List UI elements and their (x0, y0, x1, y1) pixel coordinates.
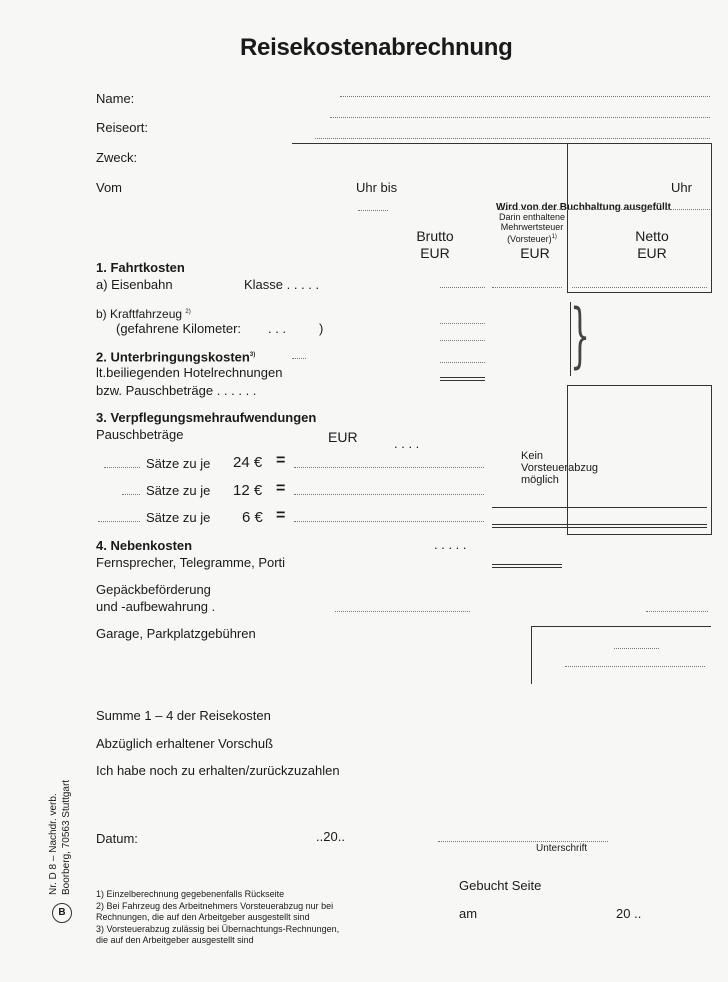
netto-currency: EUR (637, 245, 667, 261)
netto-header: Netto (635, 228, 669, 244)
pausch-verpflegung-label: Pauschbeträge (96, 427, 184, 442)
brutto-header: Brutto (416, 228, 454, 244)
publisher-logo: B (52, 903, 72, 923)
verpflegung-dots: . . . . (394, 436, 420, 451)
unterbringung-brutto-1[interactable] (440, 340, 485, 341)
buchhaltung-note: Wird von der Buchhaltung ausgefüllt (496, 202, 671, 213)
unterbringung-heading: 2. Unterbringungskosten$^{3)}$ (96, 349, 256, 365)
garage-netto-1[interactable] (614, 648, 659, 649)
saetze-label-6: Sätze zu je (146, 510, 211, 525)
gebucht-label: Gebucht Seite (459, 878, 542, 893)
kfz-brutto[interactable] (440, 323, 485, 324)
time-field[interactable] (358, 210, 388, 211)
reiseort-label: Reiseort: (96, 120, 149, 135)
publisher-line-1: Nr. D 8 – Nachdr. verb. (48, 793, 59, 895)
gepaeck-brutto[interactable] (335, 611, 470, 612)
km-close: ) (319, 321, 324, 336)
zweck-label: Zweck: (96, 150, 138, 165)
am-year: 20 .. (616, 906, 642, 921)
verpflegung-rule (492, 507, 707, 508)
kfz-label: b) Kraftfahrzeug $^{2)}$ (96, 307, 191, 321)
am-label: am (459, 906, 478, 921)
unterbringung-total (440, 377, 485, 381)
publisher-line-2: Boorberg, 70563 Stuttgart (61, 779, 72, 895)
verpflegung-heading: 3. Verpflegungsmehraufwendungen (96, 410, 317, 425)
amount-6-field[interactable] (294, 521, 484, 522)
uhr-label: Uhr (671, 180, 692, 195)
km-label: (gefahrene Kilometer: (116, 321, 242, 336)
mwst-label-3: (Vorsteuer)$^{1)}$ (507, 234, 557, 244)
verpflegung-currency: EUR (328, 429, 358, 445)
kein-vorsteuer-1: Kein (521, 450, 544, 462)
mwst-label-1: Darin enthaltene (498, 212, 566, 222)
name-field-line2[interactable] (330, 117, 710, 118)
gepaeck-label-1: Gepäckbeförderung (96, 582, 211, 597)
footnote-3b: die auf den Arbeitgeber ausgestellt sind (96, 935, 254, 945)
pausch-label: bzw. Pauschbeträge . . . . . . (96, 383, 257, 398)
footnote-1: 1) Einzelberechnung gegebenenfalls Rückseite (96, 889, 285, 899)
reiseort-field[interactable] (315, 138, 710, 139)
netto-box (567, 385, 712, 535)
hotel-label: lt.beiliegenden Hotelrechnungen (96, 365, 283, 380)
nebenkosten-dots: . . . . . (434, 537, 467, 552)
equals-12: = (276, 480, 286, 497)
eisenbahn-brutto[interactable] (440, 287, 485, 288)
fernsprecher-label: Fernsprecher, Telegramme, Porti (96, 555, 286, 570)
garage-label: Garage, Parkplatzgebühren (96, 626, 256, 641)
gepaeck-netto[interactable] (646, 611, 708, 612)
brutto-currency: EUR (420, 245, 450, 261)
vom-label: Vom (96, 180, 123, 195)
rate-6: 6 € (242, 509, 263, 526)
saetze-label-12: Sätze zu je (146, 483, 211, 498)
name-field[interactable] (340, 96, 710, 97)
count-12-field[interactable] (122, 494, 140, 495)
kein-vorsteuer-2: Vorsteuerabzug (521, 462, 599, 474)
datum-label: Datum: (96, 831, 138, 846)
footnote-2b: Rechnungen, die auf den Arbeitgeber ausgestellt sind (96, 912, 310, 922)
km-dots[interactable]: . . . (268, 321, 287, 336)
amount-24-field[interactable] (294, 467, 484, 468)
summe-label: Summe 1 – 4 der Reisekosten (96, 708, 271, 723)
garage-netto-2[interactable] (565, 666, 705, 667)
equals-24: = (276, 452, 286, 469)
verpflegung-total (492, 524, 707, 528)
garage-box-left (531, 626, 532, 684)
footnote-2: 2) Bei Fahrzeug des Arbeitnehmers Vorsteuerabzug nur bei (96, 901, 334, 911)
name-label: Name: (96, 91, 135, 106)
unterschrift-label: Unterschrift (536, 843, 588, 854)
fahrtkosten-heading: 1. Fahrtkosten (96, 260, 185, 275)
saetze-label-24: Sätze zu je (146, 456, 211, 471)
brace-glyph: } (570, 294, 591, 376)
unterbringung-dot (292, 358, 306, 359)
amount-12-field[interactable] (294, 494, 484, 495)
datum-year: ..20.. (316, 829, 345, 844)
zahlen-label: Ich habe noch zu erhalten/zurückzuzahlen (96, 763, 340, 778)
signature-line[interactable] (438, 841, 608, 842)
eisenbahn-netto[interactable] (572, 287, 707, 288)
mwst-currency: EUR (520, 245, 550, 261)
klasse-label: Klasse . . . . . (244, 277, 320, 292)
garage-box-top (531, 626, 711, 627)
buchhaltung-rule (500, 209, 710, 210)
footnote-3: 3) Vorsteuerabzug zulässig bei Übernachtungs-Rechnungen, (96, 924, 340, 934)
vorschuss-label: Abzüglich erhaltener Vorschuß (96, 736, 274, 751)
count-24-field[interactable] (104, 467, 140, 468)
page-title: Reisekostenabrechnung (240, 34, 513, 61)
gepaeck-label-2: und -aufbewahrung . (96, 599, 216, 614)
nebenkosten-heading: 4. Nebenkosten (96, 538, 193, 553)
unterbringung-brutto-2[interactable] (440, 362, 485, 363)
eisenbahn-mwst[interactable] (492, 287, 562, 288)
count-6-field[interactable] (98, 521, 140, 522)
fernsprecher-total (492, 564, 562, 568)
rate-12: 12 € (233, 482, 263, 499)
uhr-bis-label: Uhr bis (356, 180, 398, 195)
eisenbahn-label: a) Eisenbahn (96, 277, 173, 292)
mwst-label-2: Mehrwertsteuer (500, 222, 564, 232)
buchhaltung-box (567, 143, 712, 293)
equals-6: = (276, 507, 286, 524)
rate-24: 24 € (233, 454, 263, 471)
kein-vorsteuer-3: möglich (521, 474, 559, 486)
